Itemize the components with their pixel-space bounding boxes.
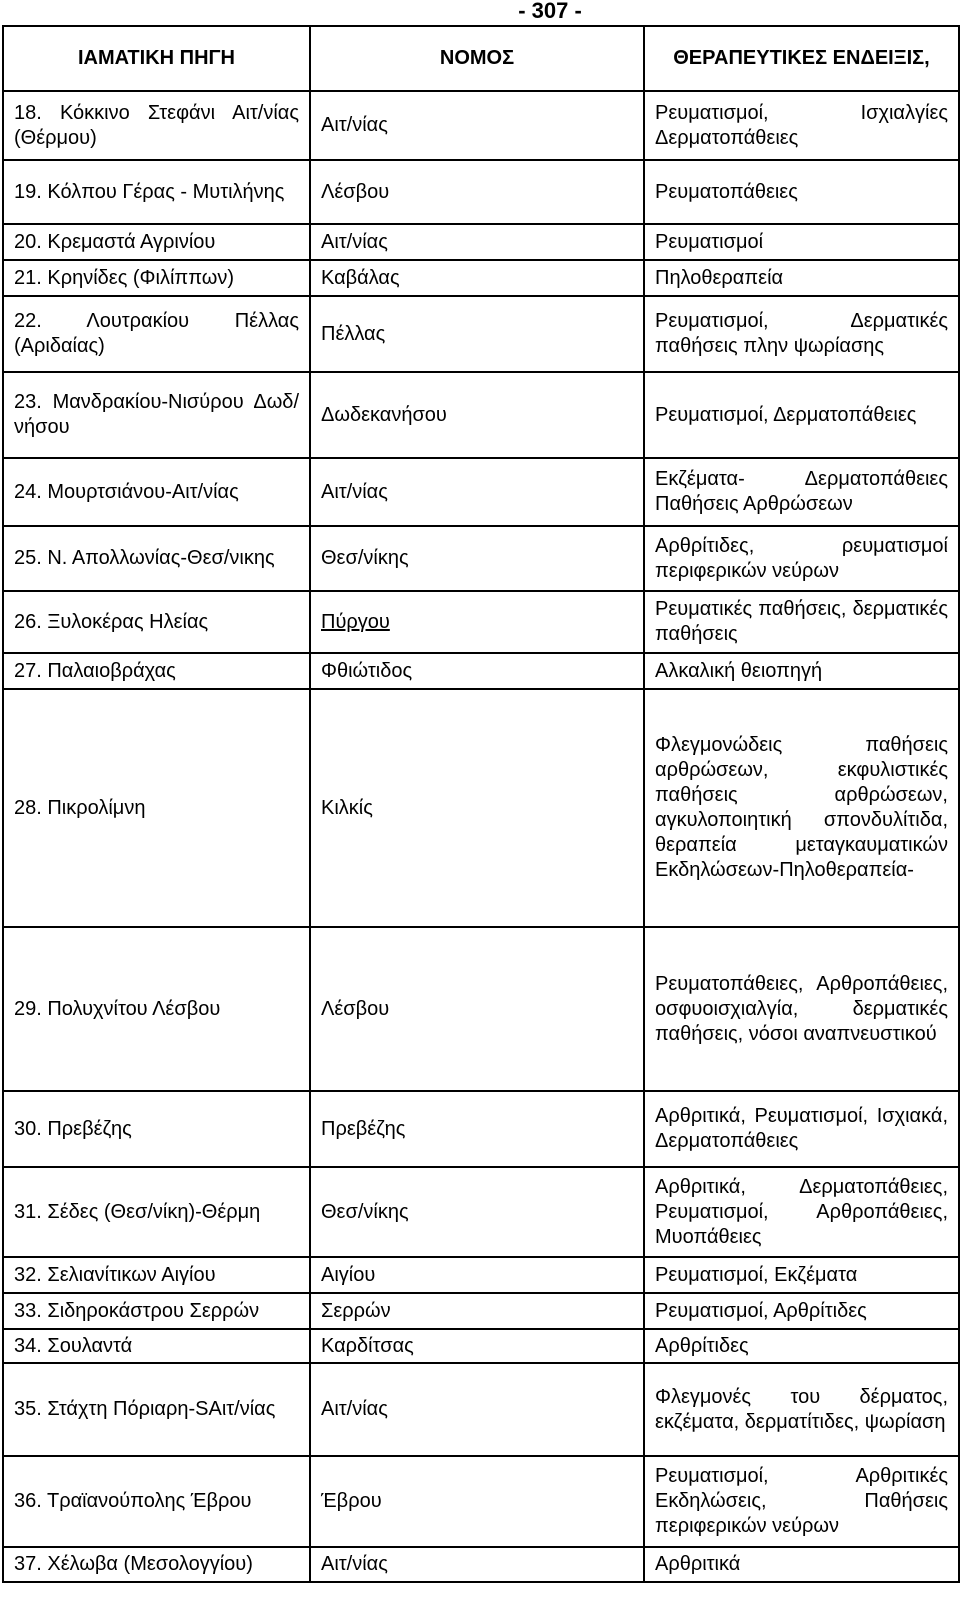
indications-cell: Αρθριτικά, Ρευματισμοί, Ισχιακά, Δερματοπάθειες	[644, 1091, 959, 1167]
indications-cell: Ρευματισμοί	[644, 224, 959, 260]
table-row	[3, 927, 959, 1091]
table-row	[3, 91, 959, 160]
prefecture-cell: Κιλκίς	[310, 689, 644, 927]
prefecture-cell: Έβρου	[310, 1456, 644, 1547]
header-row	[3, 26, 959, 91]
indications-cell: Φλεγμονές του δέρματος, εκζέματα, δερματίτιδες, ψωρίαση	[644, 1363, 959, 1456]
spring-cell: 36. Τραϊανούπολης Έβρου	[3, 1456, 310, 1547]
indications-cell: Αλκαλική θειοπηγή	[644, 653, 959, 689]
spring-cell: 24. Μουρτσιάνου-Αιτ/νίας	[3, 458, 310, 526]
table-row	[3, 1091, 959, 1167]
prefecture-cell: Φθιώτιδος	[310, 653, 644, 689]
spring-cell: 26. Ξυλοκέρας Ηλείας	[3, 591, 310, 653]
table-row	[3, 1329, 959, 1363]
table-row	[3, 1167, 959, 1257]
spring-cell: 21. Κρηνίδες (Φιλίππων)	[3, 260, 310, 296]
prefecture-cell: Λέσβου	[310, 160, 644, 224]
indications-cell: Αρθριτικά, Δερματοπάθειες, Ρευματισμοί, Αρθροπάθειες, Μυοπάθειες	[644, 1167, 959, 1257]
indications-cell: Πηλοθεραπεία	[644, 260, 959, 296]
spring-cell: 37. Χέλωβα (Μεσολογγίου)	[3, 1547, 310, 1582]
indications-cell: Ρευματοπάθειες	[644, 160, 959, 224]
spring-cell: 23. Μανδρακίου-Νισύρου Δωδ/νήσου	[3, 372, 310, 458]
spring-cell: 20. Κρεμαστά Αγρινίου	[3, 224, 310, 260]
indications-cell: Αρθρίτιδες, ρευματισμοί περιφερικών νεύρων	[644, 526, 959, 591]
table-row	[3, 260, 959, 296]
prefecture-cell: Αιτ/νίας	[310, 224, 644, 260]
header-spring: ΙΑΜΑΤΙΚΗ ΠΗΓΗ	[3, 26, 310, 91]
page-number: - 307 -	[518, 0, 582, 23]
thermal-springs-table	[2, 25, 960, 1583]
spring-cell: 35. Στάχτη Πόριαρη-SΑιτ/νίας	[3, 1363, 310, 1456]
spring-cell: 28. Πικρολίμνη	[3, 689, 310, 927]
table-row	[3, 296, 959, 372]
indications-cell: Ρευματισμοί, Δερματοπάθειες	[644, 372, 959, 458]
prefecture-cell: Πρεβέζης	[310, 1091, 644, 1167]
spring-cell: 27. Παλαιοβράχας	[3, 653, 310, 689]
indications-cell: Ρευματικές παθήσεις, δερματικές παθήσεις	[644, 591, 959, 653]
indications-cell: Αρθριτικά	[644, 1547, 959, 1582]
prefecture-cell: Αιτ/νίας	[310, 1363, 644, 1456]
header-prefecture: ΝΟΜΟΣ	[310, 26, 644, 91]
indications-cell: Ρευματισμοί, Αρθριτικές Εκδηλώσεις, Παθήσεις περιφερικών νεύρων	[644, 1456, 959, 1547]
spring-cell: 22. Λουτρακίου Πέλλας (Αριδαίας)	[3, 296, 310, 372]
table-row	[3, 1456, 959, 1547]
indications-cell: Ρευματοπάθειες, Αρθροπάθειες, οσφυοισχιαλγία, δερματικές παθήσεις, νόσοι αναπνευστικού	[644, 927, 959, 1091]
spring-cell: 25. Ν. Απολλωνίας-Θεσ/νικης	[3, 526, 310, 591]
indications-cell: Ρευματισμοί, Ισχιαλγίες Δερματοπάθειες	[644, 91, 959, 160]
table-row	[3, 653, 959, 689]
spring-cell: 31. Σέδες (Θεσ/νίκη)-Θέρμη	[3, 1167, 310, 1257]
indications-cell: Ρευματισμοί, Αρθρίτιδες	[644, 1293, 959, 1329]
prefecture-cell: Λέσβου	[310, 927, 644, 1091]
table-row	[3, 224, 959, 260]
spring-cell: 33. Σιδηροκάστρου Σερρών	[3, 1293, 310, 1329]
table-row	[3, 458, 959, 526]
prefecture-cell: Αιτ/νίας	[310, 458, 644, 526]
prefecture-cell: Καβάλας	[310, 260, 644, 296]
spring-cell: 18. Κόκκινο Στεφάνι Αιτ/νίας (Θέρμου)	[3, 91, 310, 160]
spring-cell: 19. Κόλπου Γέρας - Μυτιλήνης	[3, 160, 310, 224]
prefecture-cell: Σερρών	[310, 1293, 644, 1329]
table-row	[3, 689, 959, 927]
table-row	[3, 1363, 959, 1456]
indications-cell: Εκζέματα- Δερματοπάθειες Παθήσεις Αρθρώσεων	[644, 458, 959, 526]
table-row	[3, 160, 959, 224]
spring-cell: 30. Πρεβέζης	[3, 1091, 310, 1167]
spring-cell: 34. Σουλαντά	[3, 1329, 310, 1363]
indications-cell: Ρευματισμοί, Δερματικές παθήσεις πλην ψωρίασης	[644, 296, 959, 372]
prefecture-cell: Θεσ/νίκης	[310, 526, 644, 591]
prefecture-cell: Θεσ/νίκης	[310, 1167, 644, 1257]
prefecture-cell: Αιγίου	[310, 1257, 644, 1293]
table-row	[3, 372, 959, 458]
prefecture-cell: Πύργου	[310, 591, 644, 653]
spring-cell: 29. Πολυχνίτου Λέσβου	[3, 927, 310, 1091]
header-indications: ΘΕΡΑΠΕΥΤΙΚΕΣ ΕΝΔΕΙΞΙΣ,	[644, 26, 959, 91]
table-row	[3, 1293, 959, 1329]
spring-cell: 32. Σελιανίτικων Αιγίου	[3, 1257, 310, 1293]
prefecture-cell: Πέλλας	[310, 296, 644, 372]
table-row	[3, 591, 959, 653]
table-row	[3, 1257, 959, 1293]
table-row	[3, 1547, 959, 1582]
prefecture-cell: Αιτ/νίας	[310, 91, 644, 160]
prefecture-cell: Αιτ/νίας	[310, 1547, 644, 1582]
indications-cell: Φλεγμονώδεις παθήσεις αρθρώσεων, εκφυλιστικές παθήσεις αρθρώσεων, αγκυλοποιητική σπονδυλίτιδα, θεραπεία μεταγκαυματικών Εκδηλώσεων-Πηλοθεραπεία-	[644, 689, 959, 927]
indications-cell: Αρθρίτιδες	[644, 1329, 959, 1363]
prefecture-cell: Καρδίτσας	[310, 1329, 644, 1363]
table-row	[3, 526, 959, 591]
indications-cell: Ρευματισμοί, Εκζέματα	[644, 1257, 959, 1293]
prefecture-cell: Δωδεκανήσου	[310, 372, 644, 458]
